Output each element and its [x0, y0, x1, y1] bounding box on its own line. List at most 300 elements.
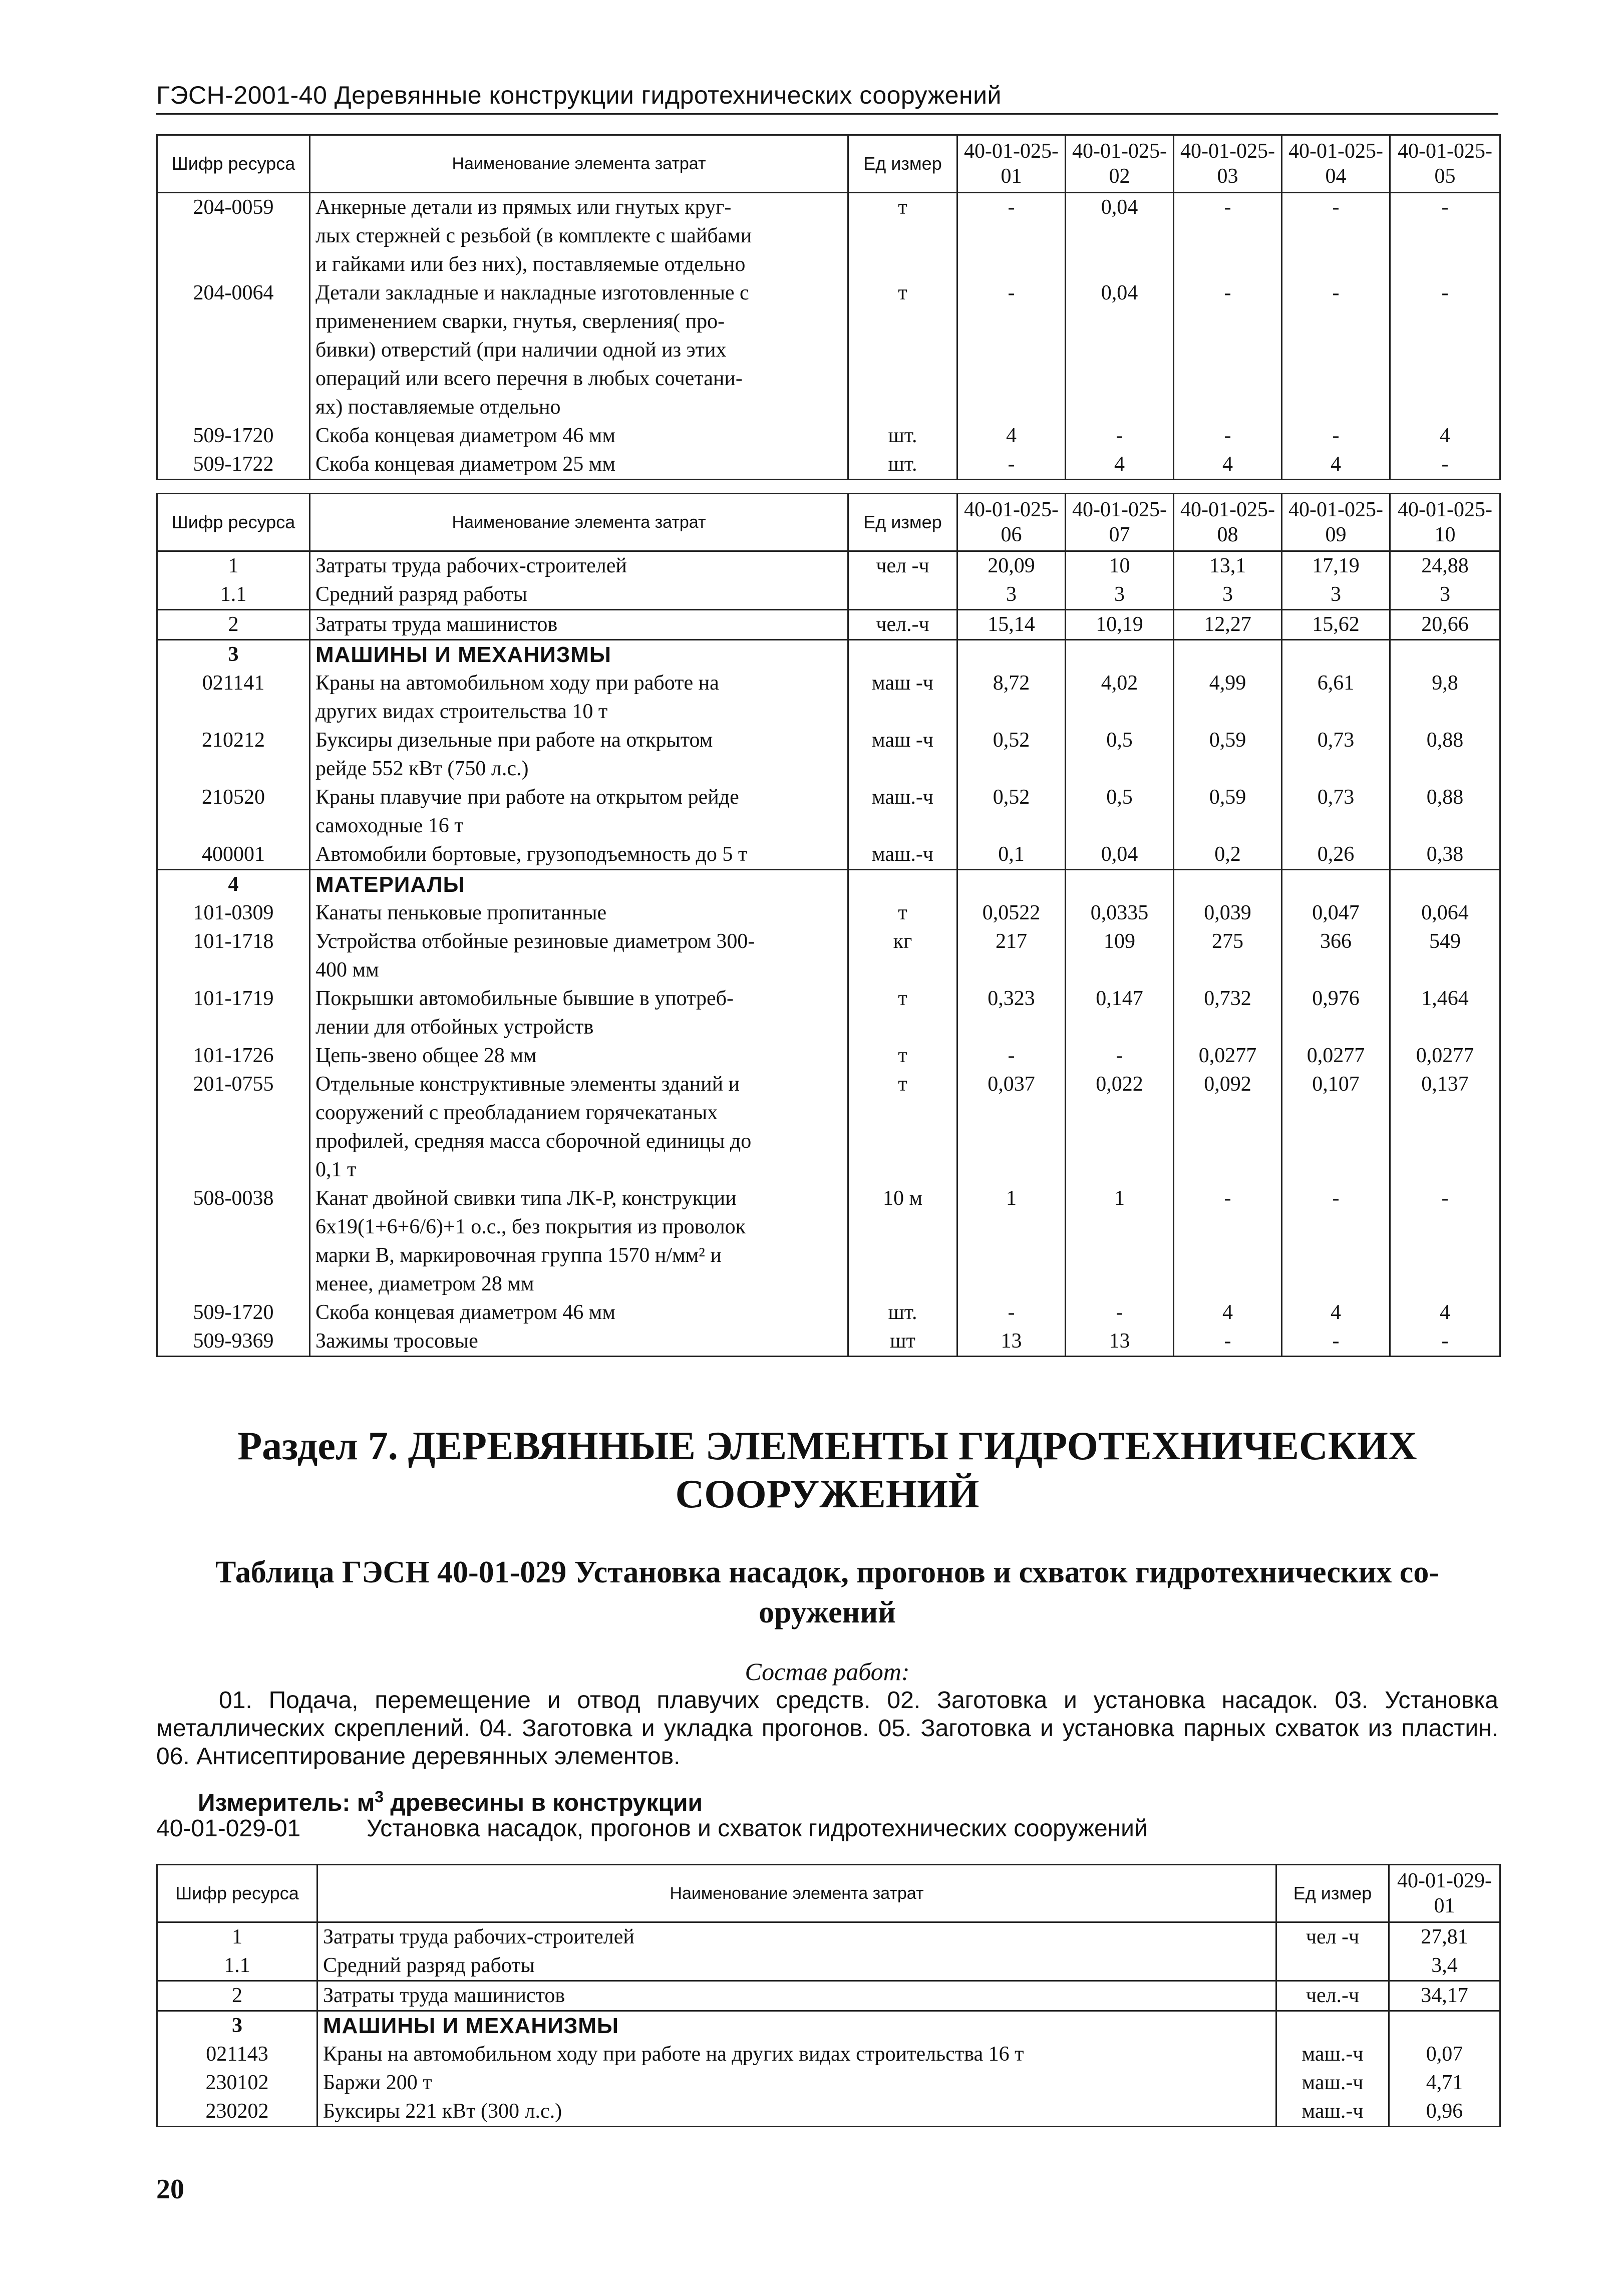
resource-code: 210212	[157, 726, 310, 783]
resource-name-line: Краны плавучие при работе на открытом рейде	[315, 786, 739, 809]
resource-code: 101-1718	[157, 927, 310, 985]
resource-code: 3	[157, 2011, 317, 2041]
value-cell: 0,0277	[1390, 1042, 1500, 1070]
resource-name	[310, 422, 848, 450]
table-row	[157, 1981, 1500, 2011]
table-row	[157, 610, 1500, 640]
value-cell: 24,88	[1390, 551, 1500, 581]
value-cell: -	[1174, 1184, 1282, 1298]
resource-name-line: самоходные 16 т	[315, 814, 464, 837]
resource-name-line: Затраты труда машинистов	[323, 1984, 565, 2007]
header-code: Шифр ресурса	[157, 494, 310, 551]
header-norm-column: 40-01-025-02	[1066, 135, 1174, 193]
value-cell	[1174, 870, 1282, 899]
resource-name-line: и гайками или без них), поставляемые отдельно	[315, 253, 746, 276]
resource-name	[310, 985, 848, 1042]
table-row	[157, 1070, 1500, 1184]
value-cell: 3	[1282, 580, 1390, 610]
value-cell: -	[957, 450, 1066, 480]
header-norm-column: 40-01-025-03	[1174, 135, 1282, 193]
resource-code: 4	[157, 870, 310, 899]
value-cell: -	[1282, 279, 1390, 422]
value-cell: -	[1390, 1327, 1500, 1357]
resource-name-line: Буксиры 221 кВт (300 л.с.)	[323, 2100, 562, 2123]
work-composition-heading: Состав работ:	[745, 1658, 910, 1686]
resource-code: 509-1720	[157, 1298, 310, 1327]
resource-name	[317, 1951, 1276, 1981]
value-cell: 366	[1282, 927, 1390, 985]
resource-name	[310, 726, 848, 783]
value-cell: 0,0522	[957, 899, 1066, 927]
resource-name-line: операций или всего перечня в любых сочетани-	[315, 367, 743, 390]
resource-name-line: марки В, маркировочная группа 1570 н/мм² и	[315, 1244, 722, 1267]
value-cell: 0,26	[1282, 840, 1390, 870]
resource-name	[310, 1070, 848, 1184]
resource-name-line: сооружений с преобладанием горячекатаных	[315, 1101, 718, 1124]
table-row	[157, 899, 1500, 927]
table-row	[157, 840, 1500, 870]
value-cell: 4	[1066, 450, 1174, 480]
value-cell	[1390, 640, 1500, 670]
resource-name-line: профилей, средняя масса сборочной единицы до	[315, 1130, 752, 1153]
resource-name	[310, 551, 848, 581]
resource-code: 230202	[157, 2097, 317, 2127]
header-norm-column: 40-01-025-09	[1282, 494, 1390, 551]
table-row	[157, 1951, 1500, 1981]
resource-name-line: Баржи 200 т	[323, 2071, 432, 2094]
section-row	[157, 870, 1500, 899]
resource-name-line: других видах строительства 10 т	[315, 700, 608, 723]
value-cell: 549	[1390, 927, 1500, 985]
value-cell: 4	[1174, 450, 1282, 480]
unit-cell: маш.-ч	[1276, 2040, 1389, 2069]
value-cell: 0,0277	[1174, 1042, 1282, 1070]
work-composition-text: 01. Подача, перемещение и отвод плавучих средств. 02. Заготовка и установка насадок. 03. Установка металлических скреплений. 04. Заготовка и укладка прогонов. 05. Заготовка и установка парных схваток из пластин. 06. Антисептирование деревянных элементов.	[156, 1687, 1498, 1770]
table-row	[157, 580, 1500, 610]
value-cell: 27,81	[1389, 1922, 1500, 1952]
value-cell: 0,73	[1282, 783, 1390, 840]
resource-name	[317, 1981, 1276, 2011]
value-cell: 4	[957, 422, 1066, 450]
unit-cell: т	[848, 1042, 957, 1070]
value-cell: 4	[1390, 1298, 1500, 1327]
table-row	[157, 1327, 1500, 1357]
resource-code: 1.1	[157, 1951, 317, 1981]
value-cell: -	[1066, 422, 1174, 450]
resource-name-line: 400 мм	[315, 958, 379, 981]
value-cell: 10	[1066, 551, 1174, 581]
resource-name-line: Отдельные конструктивные элементы зданий и	[315, 1073, 740, 1096]
resource-name	[317, 1922, 1276, 1952]
value-cell: 0,5	[1066, 726, 1174, 783]
table-row	[157, 783, 1500, 840]
resource-code: 400001	[157, 840, 310, 870]
resource-name	[310, 927, 848, 985]
resource-code: 3	[157, 640, 310, 670]
table-row	[157, 1042, 1500, 1070]
norm-line	[156, 1814, 1498, 1844]
resource-code: 201-0755	[157, 1070, 310, 1184]
resource-name	[317, 2040, 1276, 2069]
resource-name	[310, 840, 848, 870]
value-cell: 0,38	[1390, 840, 1500, 870]
value-cell: 0,0277	[1282, 1042, 1390, 1070]
unit-cell: кг	[848, 927, 957, 985]
table-row	[157, 422, 1500, 450]
value-cell: 0,04	[1066, 840, 1174, 870]
value-cell: 3,4	[1389, 1951, 1500, 1981]
unit-cell: шт.	[848, 1298, 957, 1327]
unit-cell: т	[848, 899, 957, 927]
header-unit: Ед измер	[848, 494, 957, 551]
resource-code: 1	[157, 551, 310, 581]
unit-cell: шт.	[848, 422, 957, 450]
resource-name-line: менее, диаметром 28 мм	[315, 1272, 534, 1295]
value-cell: -	[957, 193, 1066, 279]
value-cell: 3	[1390, 580, 1500, 610]
unit-cell: маш -ч	[848, 669, 957, 726]
table-row	[157, 1922, 1500, 1952]
resource-name-line: Канат двойной свивки типа ЛК-Р, конструкции	[315, 1187, 737, 1210]
table-row	[157, 2040, 1500, 2069]
unit-cell: маш.-ч	[848, 783, 957, 840]
value-cell: 0,147	[1066, 985, 1174, 1042]
unit-cell: чел.-ч	[848, 610, 957, 640]
header-norm-column: 40-01-025-07	[1066, 494, 1174, 551]
value-cell: 13,1	[1174, 551, 1282, 581]
value-cell: 4,99	[1174, 669, 1282, 726]
resource-name-line: Канаты пеньковые пропитанные	[315, 901, 607, 924]
value-cell	[1066, 640, 1174, 670]
value-cell	[1389, 2011, 1500, 2041]
value-cell: -	[1066, 1042, 1174, 1070]
section-row	[157, 2011, 1500, 2041]
value-cell: -	[1174, 279, 1282, 422]
value-cell: 13	[957, 1327, 1066, 1357]
resource-name-line: бивки) отверстий (при наличии одной из этих	[315, 339, 727, 362]
table-row	[157, 669, 1500, 726]
unit-cell	[848, 580, 957, 610]
resource-name-line: Автомобили бортовые, грузоподъемность до 5 т	[315, 843, 748, 866]
meter-line	[198, 1782, 1450, 1818]
value-cell: 0,88	[1390, 726, 1500, 783]
value-cell: 4	[1282, 450, 1390, 480]
resource-name-line: Средний разряд работы	[315, 583, 527, 606]
resource-name	[310, 1327, 848, 1357]
value-cell: 4,02	[1066, 669, 1174, 726]
unit-cell	[1276, 2011, 1389, 2041]
resource-code: 1	[157, 1922, 317, 1952]
value-cell: 0,04	[1066, 279, 1174, 422]
header-unit: Ед измер	[1276, 1865, 1389, 1922]
resource-name	[310, 1042, 848, 1070]
header-norm-column: 40-01-025-10	[1390, 494, 1500, 551]
value-cell: 20,09	[957, 551, 1066, 581]
header-norm-column: 40-01-025-08	[1174, 494, 1282, 551]
resource-name-line: МАШИНЫ И МЕХАНИЗМЫ	[315, 642, 612, 667]
unit-cell: т	[848, 279, 957, 422]
value-cell: 13	[1066, 1327, 1174, 1357]
value-cell: 0,732	[1174, 985, 1282, 1042]
resource-code: 204-0059	[157, 193, 310, 279]
value-cell: 0,73	[1282, 726, 1390, 783]
resource-name	[317, 2097, 1276, 2127]
value-cell: 4	[1174, 1298, 1282, 1327]
value-cell: -	[1390, 193, 1500, 279]
resource-name-line: Буксиры дизельные при работе на открытом	[315, 729, 713, 752]
table-row	[157, 1184, 1500, 1298]
value-cell: -	[1174, 422, 1282, 450]
table-row	[157, 726, 1500, 783]
header-unit: Ед измер	[848, 135, 957, 193]
value-cell: 0,1	[957, 840, 1066, 870]
value-cell: -	[1282, 193, 1390, 279]
resource-code: 204-0064	[157, 279, 310, 422]
value-cell	[1174, 640, 1282, 670]
value-cell: 0,07	[1389, 2040, 1500, 2069]
value-cell: -	[1282, 422, 1390, 450]
resource-code: 509-1720	[157, 422, 310, 450]
value-cell	[1066, 870, 1174, 899]
value-cell: 4,71	[1389, 2069, 1500, 2097]
value-cell: -	[1282, 1184, 1390, 1298]
page-number: 20	[156, 2174, 184, 2205]
value-cell: 275	[1174, 927, 1282, 985]
resource-name-line: Краны на автомобильном ходу при работе на других видах строительства 16 т	[323, 2043, 1024, 2066]
value-cell: -	[1390, 1184, 1500, 1298]
unit-cell: т	[848, 1070, 957, 1184]
value-cell: 0,022	[1066, 1070, 1174, 1184]
unit-cell: маш -ч	[848, 726, 957, 783]
value-cell: 3	[1174, 580, 1282, 610]
value-cell: 4	[1390, 422, 1500, 450]
value-cell: -	[1390, 279, 1500, 422]
resource-name-line: Скоба концевая диаметром 46 мм	[315, 424, 615, 447]
section-row	[157, 640, 1500, 670]
resource-name-line: МАТЕРИАЛЫ	[315, 872, 465, 897]
table-row	[157, 2069, 1500, 2097]
value-cell: 1,464	[1390, 985, 1500, 1042]
value-cell: 0,52	[957, 783, 1066, 840]
resource-name	[310, 610, 848, 640]
value-cell: -	[1174, 193, 1282, 279]
header-norm-column: 40-01-025-06	[957, 494, 1066, 551]
resource-name	[310, 870, 848, 899]
resource-code: 509-9369	[157, 1327, 310, 1357]
value-cell: 109	[1066, 927, 1174, 985]
header-rule	[156, 113, 1498, 115]
value-cell	[1282, 640, 1390, 670]
value-cell: 0,107	[1282, 1070, 1390, 1184]
value-cell: -	[957, 1042, 1066, 1070]
resource-code: 2	[157, 1981, 317, 2011]
resource-code: 1.1	[157, 580, 310, 610]
value-cell: 217	[957, 927, 1066, 985]
value-cell: 20,66	[1390, 610, 1500, 640]
table-title	[156, 1552, 1498, 1632]
value-cell: 0,0335	[1066, 899, 1174, 927]
value-cell: 3	[1066, 580, 1174, 610]
meter-text: древесины в конструкции	[390, 1790, 703, 1816]
value-cell: 0,976	[1282, 985, 1390, 1042]
value-cell: 15,14	[957, 610, 1066, 640]
resource-name-line: 6х19(1+6+6/6)+1 о.с., без покрытия из проволок	[315, 1215, 746, 1238]
unit-cell: 10 м	[848, 1184, 957, 1298]
header-norm-column: 40-01-025-04	[1282, 135, 1390, 193]
unit-cell: чел -ч	[848, 551, 957, 581]
header-norm-column: 40-01-029-01	[1389, 1865, 1500, 1922]
resource-name-line: Скоба концевая диаметром 25 мм	[315, 453, 615, 476]
value-cell: -	[957, 1298, 1066, 1327]
value-cell: 4	[1282, 1298, 1390, 1327]
resource-name-line: применением сварки, гнутья, сверления( про-	[315, 310, 725, 333]
resource-name-line: Затраты труда машинистов	[315, 613, 558, 636]
unit-cell: шт	[848, 1327, 957, 1357]
value-cell: 0,047	[1282, 899, 1390, 927]
resource-name-line: лении для отбойных устройств	[315, 1016, 594, 1039]
header-norm-column: 40-01-025-01	[957, 135, 1066, 193]
unit-cell: маш.-ч	[1276, 2097, 1389, 2127]
header-norm-column: 40-01-025-05	[1390, 135, 1500, 193]
resource-name-line: Затраты труда рабочих-строителей	[315, 554, 627, 577]
resource-name-line: Скоба концевая диаметром 46 мм	[315, 1301, 615, 1324]
resource-code: 101-1719	[157, 985, 310, 1042]
table-title-line: Таблица ГЭСН 40-01-029 Установка насадок, прогонов и схваток гидротехнических со-	[215, 1555, 1439, 1589]
resource-name-line: Краны на автомобильном ходу при работе на	[315, 672, 719, 695]
value-cell: 0,092	[1174, 1070, 1282, 1184]
resource-name	[310, 279, 848, 422]
value-cell: -	[1066, 1298, 1174, 1327]
value-cell	[1390, 870, 1500, 899]
value-cell: 0,037	[957, 1070, 1066, 1184]
table-row	[157, 985, 1500, 1042]
resource-table-025-01-05	[156, 134, 1501, 480]
norm-code: 40-01-029-01	[156, 1815, 301, 1842]
unit-cell: чел.-ч	[1276, 1981, 1389, 2011]
table-row	[157, 279, 1500, 422]
unit-cell: т	[848, 193, 957, 279]
resource-code: 021143	[157, 2040, 317, 2069]
norm-text: Установка насадок, прогонов и схваток гидротехнических сооружений	[367, 1815, 1148, 1842]
table-row	[157, 2097, 1500, 2127]
unit-cell: чел -ч	[1276, 1922, 1389, 1952]
resource-code: 021141	[157, 669, 310, 726]
resource-name	[310, 640, 848, 670]
table-row	[157, 927, 1500, 985]
resource-code: 2	[157, 610, 310, 640]
value-cell: 0,88	[1390, 783, 1500, 840]
unit-cell: маш.-ч	[848, 840, 957, 870]
header-code: Шифр ресурса	[157, 135, 310, 193]
value-cell: 0,064	[1390, 899, 1500, 927]
unit-cell: т	[848, 985, 957, 1042]
resource-name	[317, 2011, 1276, 2041]
value-cell: 0,59	[1174, 783, 1282, 840]
resource-code: 101-1726	[157, 1042, 310, 1070]
resource-name	[310, 450, 848, 480]
value-cell: -	[1282, 1327, 1390, 1357]
running-head: ГЭСН-2001-40 Деревянные конструкции гидротехнических сооружений	[156, 81, 1002, 109]
resource-name	[310, 193, 848, 279]
resource-name	[310, 1184, 848, 1298]
value-cell: 0,5	[1066, 783, 1174, 840]
value-cell: 0,96	[1389, 2097, 1500, 2127]
value-cell: 1	[957, 1184, 1066, 1298]
resource-name	[317, 2069, 1276, 2097]
value-cell: -	[957, 279, 1066, 422]
value-cell: 17,19	[1282, 551, 1390, 581]
value-cell: 0,137	[1390, 1070, 1500, 1184]
value-cell: 34,17	[1389, 1981, 1500, 2011]
meter-unit: м	[357, 1790, 375, 1816]
table-row	[157, 551, 1500, 581]
resource-name-line: МАШИНЫ И МЕХАНИЗМЫ	[323, 2014, 619, 2038]
unit-cell	[848, 870, 957, 899]
resource-name-line: 0,1 т	[315, 1158, 357, 1181]
value-cell: 0,2	[1174, 840, 1282, 870]
value-cell: 0,52	[957, 726, 1066, 783]
section-title-line: СООРУЖЕНИЙ	[675, 1472, 980, 1516]
resource-name-line: Зажимы тросовые	[315, 1330, 478, 1353]
resource-code: 508-0038	[157, 1184, 310, 1298]
unit-cell: шт.	[848, 450, 957, 480]
resource-name-line: Анкерные детали из прямых или гнутых круг-	[315, 196, 732, 219]
value-cell: 0,59	[1174, 726, 1282, 783]
value-cell: 6,61	[1282, 669, 1390, 726]
resource-name	[310, 783, 848, 840]
resource-name-line: Детали закладные и накладные изготовленные с	[315, 281, 749, 304]
resource-name	[310, 669, 848, 726]
header-name: Наименование элемента затрат	[317, 1865, 1276, 1922]
value-cell	[1282, 870, 1390, 899]
section-title-line: Раздел 7. ДЕРЕВЯННЫЕ ЭЛЕМЕНТЫ ГИДРОТЕХНИЧЕСКИХ	[237, 1424, 1417, 1468]
resource-name-line: Цепь-звено общее 28 мм	[315, 1044, 537, 1067]
section-title	[156, 1422, 1498, 1518]
resource-name-line: ях) поставляемые отдельно	[315, 396, 561, 419]
resource-code: 101-0309	[157, 899, 310, 927]
table-title-line: оружений	[759, 1595, 896, 1629]
resource-name	[310, 899, 848, 927]
table-row	[157, 450, 1500, 480]
value-cell	[957, 870, 1066, 899]
resource-name-line: Затраты труда рабочих-строителей	[323, 1925, 634, 1948]
header-code: Шифр ресурса	[157, 1865, 317, 1922]
resource-table-029-01	[156, 1864, 1501, 2127]
value-cell: 0,039	[1174, 899, 1282, 927]
table-row	[157, 1298, 1500, 1327]
resource-name-line: Устройства отбойные резиновые диаметром 300-	[315, 930, 755, 953]
meter-unit-power: 3	[375, 1788, 384, 1806]
resource-name	[310, 580, 848, 610]
value-cell: -	[1174, 1327, 1282, 1357]
value-cell: -	[1390, 450, 1500, 480]
resource-code: 509-1722	[157, 450, 310, 480]
resource-name-line: лых стержней с резьбой (в комплекте с шайбами	[315, 224, 752, 247]
resource-name-line: рейде 552 кВт (750 л.с.)	[315, 757, 529, 780]
value-cell: 0,323	[957, 985, 1066, 1042]
resource-code: 210520	[157, 783, 310, 840]
value-cell: 10,19	[1066, 610, 1174, 640]
resource-code: 230102	[157, 2069, 317, 2097]
header-name: Наименование элемента затрат	[310, 494, 848, 551]
resource-table-025-06-10	[156, 493, 1501, 1357]
value-cell: 15,62	[1282, 610, 1390, 640]
value-cell	[957, 640, 1066, 670]
meter-label: Измеритель:	[198, 1790, 351, 1816]
resource-name-line: Покрышки автомобильные бывшие в употреб-	[315, 987, 734, 1010]
value-cell: 3	[957, 580, 1066, 610]
value-cell: 8,72	[957, 669, 1066, 726]
